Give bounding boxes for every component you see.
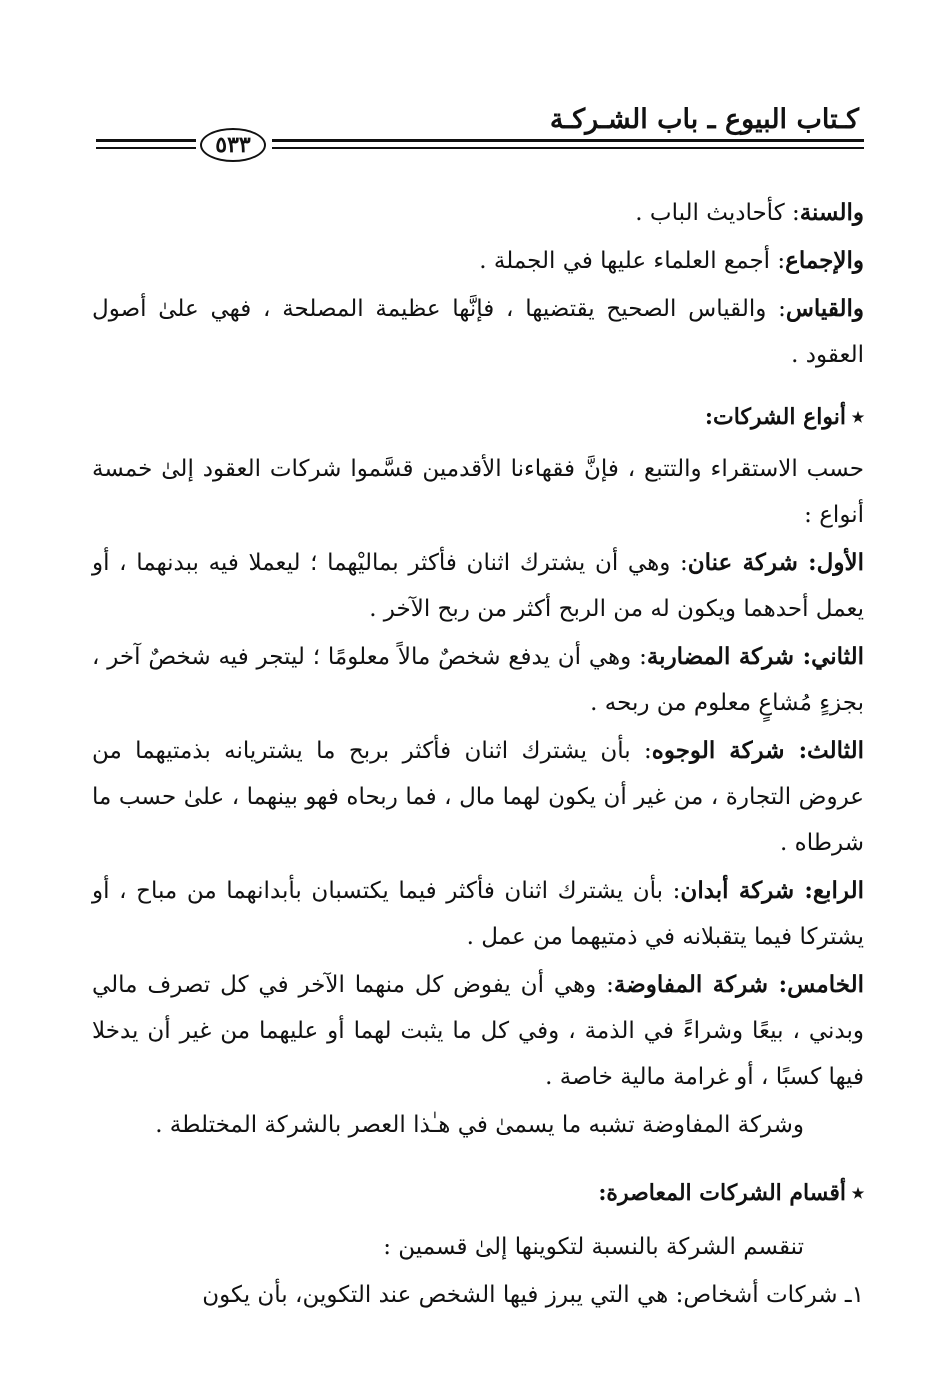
label-item-1: ١ـ شركات أشخاص — [683, 1282, 864, 1308]
text-third-type: : بأن يشترك اثنان فأكثر بربح ما يشتريانه بذمتيهما من عروض التجارة ، من غير أن يكون لهما مال ، فما ربحاه فهو بينهما ، علىٰ حسب ما شرطاه . — [92, 738, 864, 856]
text-first-type: : وهي أن يشترك اثنان فأكثر بماليْهما ؛ ليعملا فيه ببدنهما ، أو يعمل أحدهما ويكون له من الربح أكثر من ربح الآخر . — [92, 550, 864, 622]
text-qiyas: : والقياس الصحيح يقتضيها ، فإنَّها عظيمة المصلحة ، فهي علىٰ أصول العقود . — [92, 296, 864, 368]
header-rule-left — [96, 136, 196, 153]
paragraph-fourth-type — [92, 868, 864, 960]
list-item-1 — [92, 1272, 864, 1318]
paragraph-qiyas — [92, 286, 864, 378]
paragraph-sunna — [92, 190, 864, 236]
label-fourth-type: الرابع: شركة أبدان — [680, 877, 865, 904]
text-sunna: : كأحاديث الباب . — [635, 200, 800, 226]
paragraph-first-type — [92, 540, 864, 632]
text-second-type: : وهي أن يدفع شخصٌ مالاً معلومًا ؛ ليتجر فيه شخصٌ آخر ، بجزءٍ مُشاعٍ معلوم من ربحه . — [92, 644, 864, 716]
paragraph-intro-modern: تنقسم الشركة بالنسبة لتكوينها إلىٰ قسمين : — [383, 1234, 804, 1260]
star-bullet-icon: ٭ — [852, 1180, 864, 1206]
paragraph-intro: حسب الاستقراء والتتبع ، فإنَّ فقهاءنا الأقدمين قسَّموا شركات العقود إلىٰ خمسة أنواع : — [92, 456, 864, 528]
label-first-type: الأول: شركة عنان — [687, 549, 864, 576]
label-second-type: الثاني: شركة المضاربة — [646, 643, 864, 670]
page-body — [92, 190, 864, 1320]
paragraph-third-type — [92, 728, 864, 866]
label-third-type: الثالث: شركة الوجوه — [651, 737, 864, 764]
label-qiyas: والقياس — [785, 295, 864, 322]
heading-types-text: أنواع الشركات: — [704, 404, 846, 430]
text-item-1: : هي التي يبرز فيها الشخص عند التكوين، بأن يكون — [202, 1282, 684, 1308]
text-fifth-type: : وهي أن يفوض كل منهما الآخر في كل تصرف مالي وبدني ، بيعًا وشراءً في الذمة ، وفي كل ما يثبت لهما أو عليهما من غير أن يدخلا فيها كسبًا ، أو غرامة مالية خاصة . — [92, 972, 865, 1090]
text-fourth-type: : بأن يشترك اثنان فأكثر فيما يكتسبان بأبدانهما من مباح ، أو يشتركا فيما يتقبلانه في ذمتيهما من عمل . — [92, 878, 864, 950]
label-fifth-type: الخامس: شركة المفاوضة — [613, 971, 865, 998]
star-bullet-icon: ٭ — [852, 404, 864, 430]
header-rule-right — [272, 136, 864, 153]
paragraph-second-type — [92, 634, 864, 726]
running-header-title: كـتاب البيوع ـ باب الشـركـة — [549, 104, 859, 135]
paragraph-fifth-type — [92, 962, 864, 1100]
paragraph-ijma — [92, 238, 864, 284]
text-ijma: : أجمع العلماء عليها في الجملة . — [479, 248, 786, 274]
section-heading-types — [92, 394, 864, 440]
page-number: ٥٣٣ — [200, 128, 266, 162]
heading-modern-text: أقسام الشركات المعاصرة: — [598, 1180, 846, 1206]
label-ijma: والإجماع — [785, 247, 864, 274]
section-heading-modern — [92, 1170, 864, 1216]
label-sunna: والسنة — [799, 199, 864, 226]
paragraph-mufawada-note: وشركة المفاوضة تشبه ما يسمىٰ في هـٰذا العصر بالشركة المختلطة . — [155, 1112, 804, 1138]
